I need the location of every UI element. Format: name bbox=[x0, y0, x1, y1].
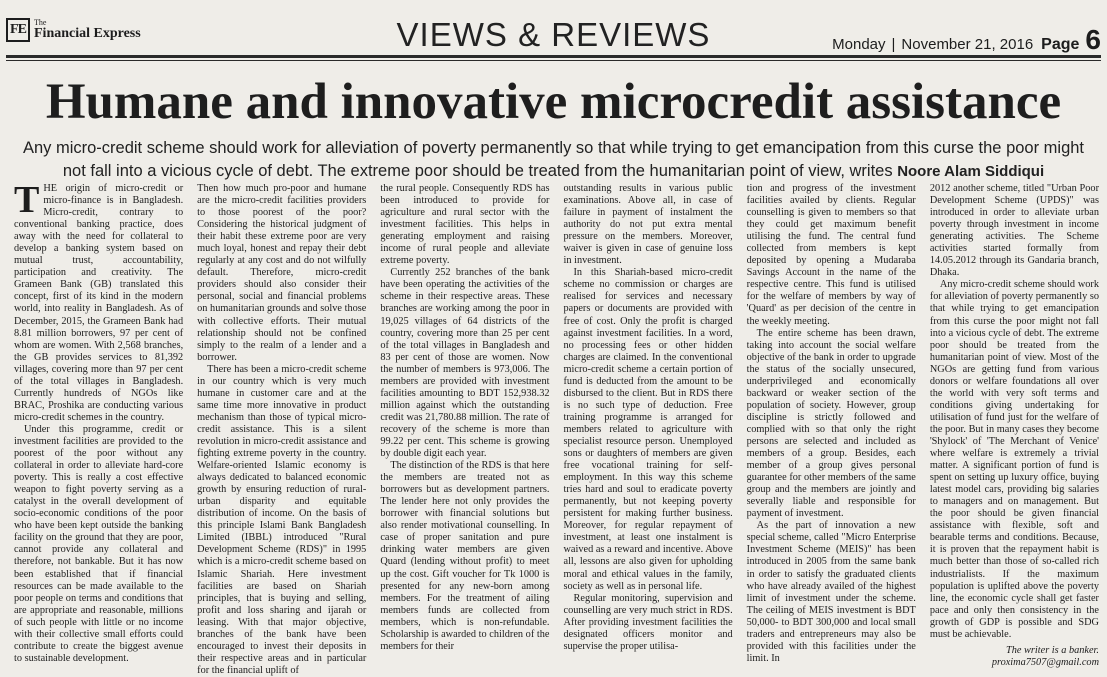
body-paragraph: the rural people. Consequently RDS has been introduced to provide for agriculture and rural sector with the investment facilities. This helps in generating employment and raising income of rural people and alleviate extreme poverty. bbox=[380, 183, 550, 267]
article-column-4 bbox=[564, 183, 733, 677]
publication-date: November 21, 2016 bbox=[901, 36, 1034, 53]
drop-cap: T bbox=[14, 179, 40, 221]
author-note bbox=[930, 645, 1099, 669]
body-paragraph: THE origin of micro-credit or micro-finance is in Bangladesh. Micro-credit, contrary to conventional banking practice, does away with the need for collateral to develop a banking system based on mutual trust, accountability, participation and creativity. The Grameen Bank (GB) translated this concept, first of its kind in the modern world, into reality in Bangladesh. As of December, 2015, the Grameen Bank had 8.81 million borrowers, 97 per cent of whom are women. With 2,568 branches, the GB provides services to 81,392 villages, covering more than 97 per cent of the total villages in Bangladesh. Currently hundreds of NGOs like BRAC, Proshika are conducting various micro-credit schemes in the country. bbox=[14, 179, 184, 423]
fe-logo-mark: FE bbox=[6, 18, 30, 42]
body-paragraph: The distinction of the RDS is that here the members are treated not as borrowers but as development partners. The lender here not only provides the borrower with financial solutions but also render motivational counselling. In case of proper sanitation and pure drinking water members are given Quard (lending without profit) to meet up the cost. Gift voucher for Tk 1000 is presented for any new-born among members. For the treatment of ailing members funds are collected from members, which is non-refundable. Scholarship is awarded to children of the members for their bbox=[380, 460, 550, 652]
article-column-6 bbox=[930, 183, 1099, 677]
page-label: Page bbox=[1041, 36, 1080, 53]
body-paragraph: Under this programme, credit or investment facilities are provided to the poorest of the poor without any collateral in order to alleviate hard-core poverty. This is really a cost effective weapon to fight poverty serving as a catalyst in the overall development of socio-economic conditions of the poor who have been kept outside the banking facility on the ground that they are poor, cannot provide any collateral and therefore, not bankable. But it has now been established that if financial resources can be made available to the poor people on terms and conditions that are appropriate and reasonable, millions of such people with little or no income with their collective small efforts could contribute to create the biggest avenue to sustainable development. bbox=[14, 423, 184, 664]
article-column-5 bbox=[747, 183, 916, 677]
standfirst-text: Any micro-credit scheme should work for alleviation of poverty permanently so that while trying to get emancipation from this curse the poor might not fall into a vicious cycle of debt. The extreme poor should be treated from the humanitarian point of view, writes bbox=[22, 139, 1085, 180]
body-paragraph: Then how much pro-poor and humane are the micro-credit facilities providers to those poorest of the poor? Considering the historical judgment of their habit these extreme poor are very much loyal, honest and repay their debt regularly at any cost and do not wilfully default. Therefore, micro-credit providers should also consider their personal, social and financial problems on humanitarian grounds and solve those with collective efforts. Their mutual relationship should not be confined simply to the realm of a lender and a borrower. bbox=[197, 183, 367, 363]
dateline bbox=[832, 26, 1101, 54]
dateline-separator: | bbox=[891, 36, 896, 53]
article-headline: Humane and innovative microcredit assistance bbox=[45, 74, 1062, 130]
author-byline: Noore Alam Siddiqui bbox=[897, 163, 1045, 180]
body-paragraph: The entire scheme has been drawn, taking into account the social welfare objective of the bank in order to upgrade the status of the socially unsecured, underprivileged and economically backward or weaker section of the population of society. However, group discipline is strictly followed and complied with so that only the right persons are selected and included as members of a group. Besides, each member of a group gives personal guarantee for other members of the same group and the members are jointly and severally liable and responsible for payment of investment. bbox=[746, 327, 916, 520]
body-paragraph: There has been a micro-credit scheme in our country which is very much humane in customer care and at the same time more innovative in product mechanism than those of typical micro-credit assistance. This is a silent revolution in micro-credit assistance and fighting extreme poverty in the country. Welfare-oriented Islamic economy is always dedicated to balanced economic growth by ensuring reduction of rural-urban disparity and equitable distribution of income. On the basis of this principle Islami Bank Bangladesh Limited (IBBL) introduced "Rural Development Scheme (RDS)" in 1995 which is a micro-credit scheme based on Islamic Shariah. Here investment facilities are based on Shariah principles, that is buying and selling, profit and loss sharing and ijarah or leasing. With that major objective, branches of the bank have been encouraged to invest their deposits in their respective areas and in particular for the financial uplift of bbox=[197, 363, 367, 676]
masthead-rule-thin bbox=[6, 60, 1101, 61]
article-standfirst bbox=[20, 137, 1087, 183]
author-email[interactable]: proxima7507@gmail.com bbox=[991, 656, 1099, 668]
author-description: The writer is a banker. bbox=[1006, 644, 1099, 656]
body-paragraph: 2012 another scheme, titled "Urban Poor Development Scheme (UPDS)" was introduced in order to alleviate urban poverty through investment in income generating activities. The Scheme activities started formally from 14.05.2012 through its Gandaria branch, Dhaka. bbox=[929, 183, 1099, 279]
article-column-3 bbox=[380, 183, 549, 677]
body-paragraph: In this Shariah-based micro-credit scheme no commission or charges are realised for services and necessary papers or documents are provided with free of cost. Only the profit is charged against investment facilities. In a word, no processing fees or other hidden charges are claimed. In the conventional micro-credit scheme a certain portion of fund is deducted from the amount to be disbursed to the client. But in RDS there is no such type of deduction. Free training programme is arranged for members related to agriculture with specialist resource person. Unemployed sons or daughters of members are given free vocational training for self-employment. In this way this scheme tries hard and soul to eradicate poverty permanently, but not keeping poverty persistent for making further business. Moreover, for regular repayment of investment, at least one instalment is waived as a reward and incentive. Above all, lessons are also given for upholding moral and ethical values in the family, society as well as in personal life. bbox=[563, 267, 733, 592]
body-paragraph: Any micro-credit scheme should work for alleviation of poverty permanently so that while trying to get emancipation from this curse the poor might not fall into a vicious cycle of debt. The extreme poor should be treated from the humanitarian point of view. Most of the NGOs are getting fund from various donors or welfare foundations all over the world with very soft terms and conditions giving undertaking for utilisation of fund just for the welfare of the poor. But in many cases they become 'Shylock' of 'The Merchant of Venice' where welfare is extremely a trivial matter. A significant portion of fund is spent on setting up luxury office, buying latest model cars, providing big salaries to managers and on management. But the poor should be given financial assistance with flexible, soft and bearable terms and conditions. Because, it is proven that the repayment habit is much better than those of so-called rich industrialists. If the maximum population is uplifted above the poverty line, the economic cycle shall get faster pace and only then consistency in the growth of GDP is possible and SDG must be achievable. bbox=[929, 279, 1099, 640]
section-title: VIEWS & REVIEWS bbox=[396, 16, 711, 53]
page-number: 6 bbox=[1085, 24, 1101, 55]
weekday: Monday bbox=[832, 36, 886, 53]
article-column-2 bbox=[197, 183, 366, 677]
masthead-rule-thick bbox=[6, 55, 1101, 58]
article-body bbox=[14, 179, 1099, 676]
body-paragraph: tion and progress of the investment facilities availed by clients. Regular counselling is given to members so that they could get maximum benefit utilising the fund. The central fund collected from members is kept deposited by opening a Mudaraba Savings Account in the name of the respective centre. This fund is utilised for the welfare of members by way of 'Quard' as per decision of the centre in the weekly meeting. bbox=[746, 183, 916, 327]
masthead bbox=[6, 10, 1101, 56]
body-paragraph: outstanding results in various public examinations. Above all, in case of failure in payment of instalment the authority do not put extra mental pressure on the members. Moreover, waiver is given in case of genuine loss in investment. bbox=[563, 183, 733, 267]
article-column-1 bbox=[14, 179, 184, 677]
logo-name: Financial Express bbox=[34, 26, 141, 41]
body-paragraph: As the part of innovation a new special scheme, called "Micro Enterprise Investment Scheme (MEIS)" has been introduced in 2005 from the same bank in order to satisfy the graduated clients who have already availed of the highest limit of investment under the scheme. The ceiling of MEIS investment is BDT 50,000- to BDT 300,000 and local small traders and entrepreneurs may also be provided with this facilities under the limit. In bbox=[746, 520, 916, 664]
body-paragraph: Regular monitoring, supervision and counselling are very much strict in RDS. After providing investment facilities the designated officers monitor and supervise the proper utilisa- bbox=[563, 592, 733, 652]
body-paragraph: Currently 252 branches of the bank have been operating the activities of the scheme in their respective areas. These branches are working among the poor in 19,025 villages of 64 districts of the country, covering more than 25 per cent of the total villages in Bangladesh and 83 per cent of those are women. Now the number of members is 973,006. The members are provided with investment facilities amounting to BDT 152,938.32 million against which the outstanding credit was 21,780.88 million. The rate of recovery of the scheme is more than 99.22 per cent. This scheme is growing by double digit each year. bbox=[380, 267, 550, 460]
logo-the: The bbox=[34, 18, 47, 27]
